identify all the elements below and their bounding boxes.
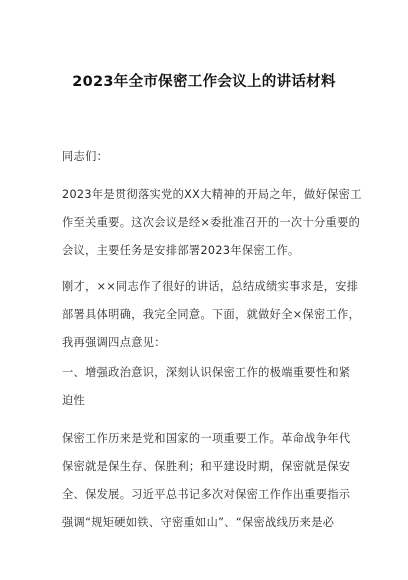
paragraph-line: 保密工作历来是党和国家的一项重要工作。革命战争年代 bbox=[62, 432, 351, 445]
salutation-text: 同志们： bbox=[62, 150, 109, 163]
paragraph-line: 会议，主要任务是安排部署2023年保密工作。 bbox=[62, 244, 300, 257]
heading-line: 一、增强政治意识，深刻认识保密工作的极端重要性和紧 bbox=[62, 366, 351, 379]
paragraph-line: 全、保发展。习近平总书记多次对保密工作作出重要指示 bbox=[62, 488, 351, 501]
paragraph-line: 刚才，××同志作了很好的讲话，总结成绩实事求是，安排 bbox=[62, 280, 359, 293]
document-title: 2023年全市保密工作会议上的讲话材料 bbox=[72, 74, 336, 90]
paragraph-line: 作至关重要。这次会议是经×委批准召开的一次十分重要的 bbox=[62, 216, 361, 229]
paragraph-3 bbox=[62, 425, 354, 537]
paragraph-2 bbox=[62, 273, 361, 357]
paragraph-1 bbox=[62, 181, 362, 265]
salutation bbox=[62, 143, 354, 171]
paragraph-line: 保密就是保生存、保胜利；和平建设时期，保密就是保安 bbox=[62, 460, 351, 473]
paragraph-line: 强调“规矩硬如铁、守密重如山”、“保密战线历来是必 bbox=[62, 516, 335, 529]
paragraph-line: 我再强调四点意见： bbox=[62, 336, 166, 349]
paragraph-line: 部署具体明确，我完全同意。下面，就做好全×保密工作， bbox=[62, 308, 361, 321]
paragraph-line: 2023年是贯彻落实党的XX大精神的开局之年，做好保密工 bbox=[62, 188, 362, 201]
section-heading-1 bbox=[62, 359, 354, 415]
heading-line: 迫性 bbox=[62, 394, 86, 407]
